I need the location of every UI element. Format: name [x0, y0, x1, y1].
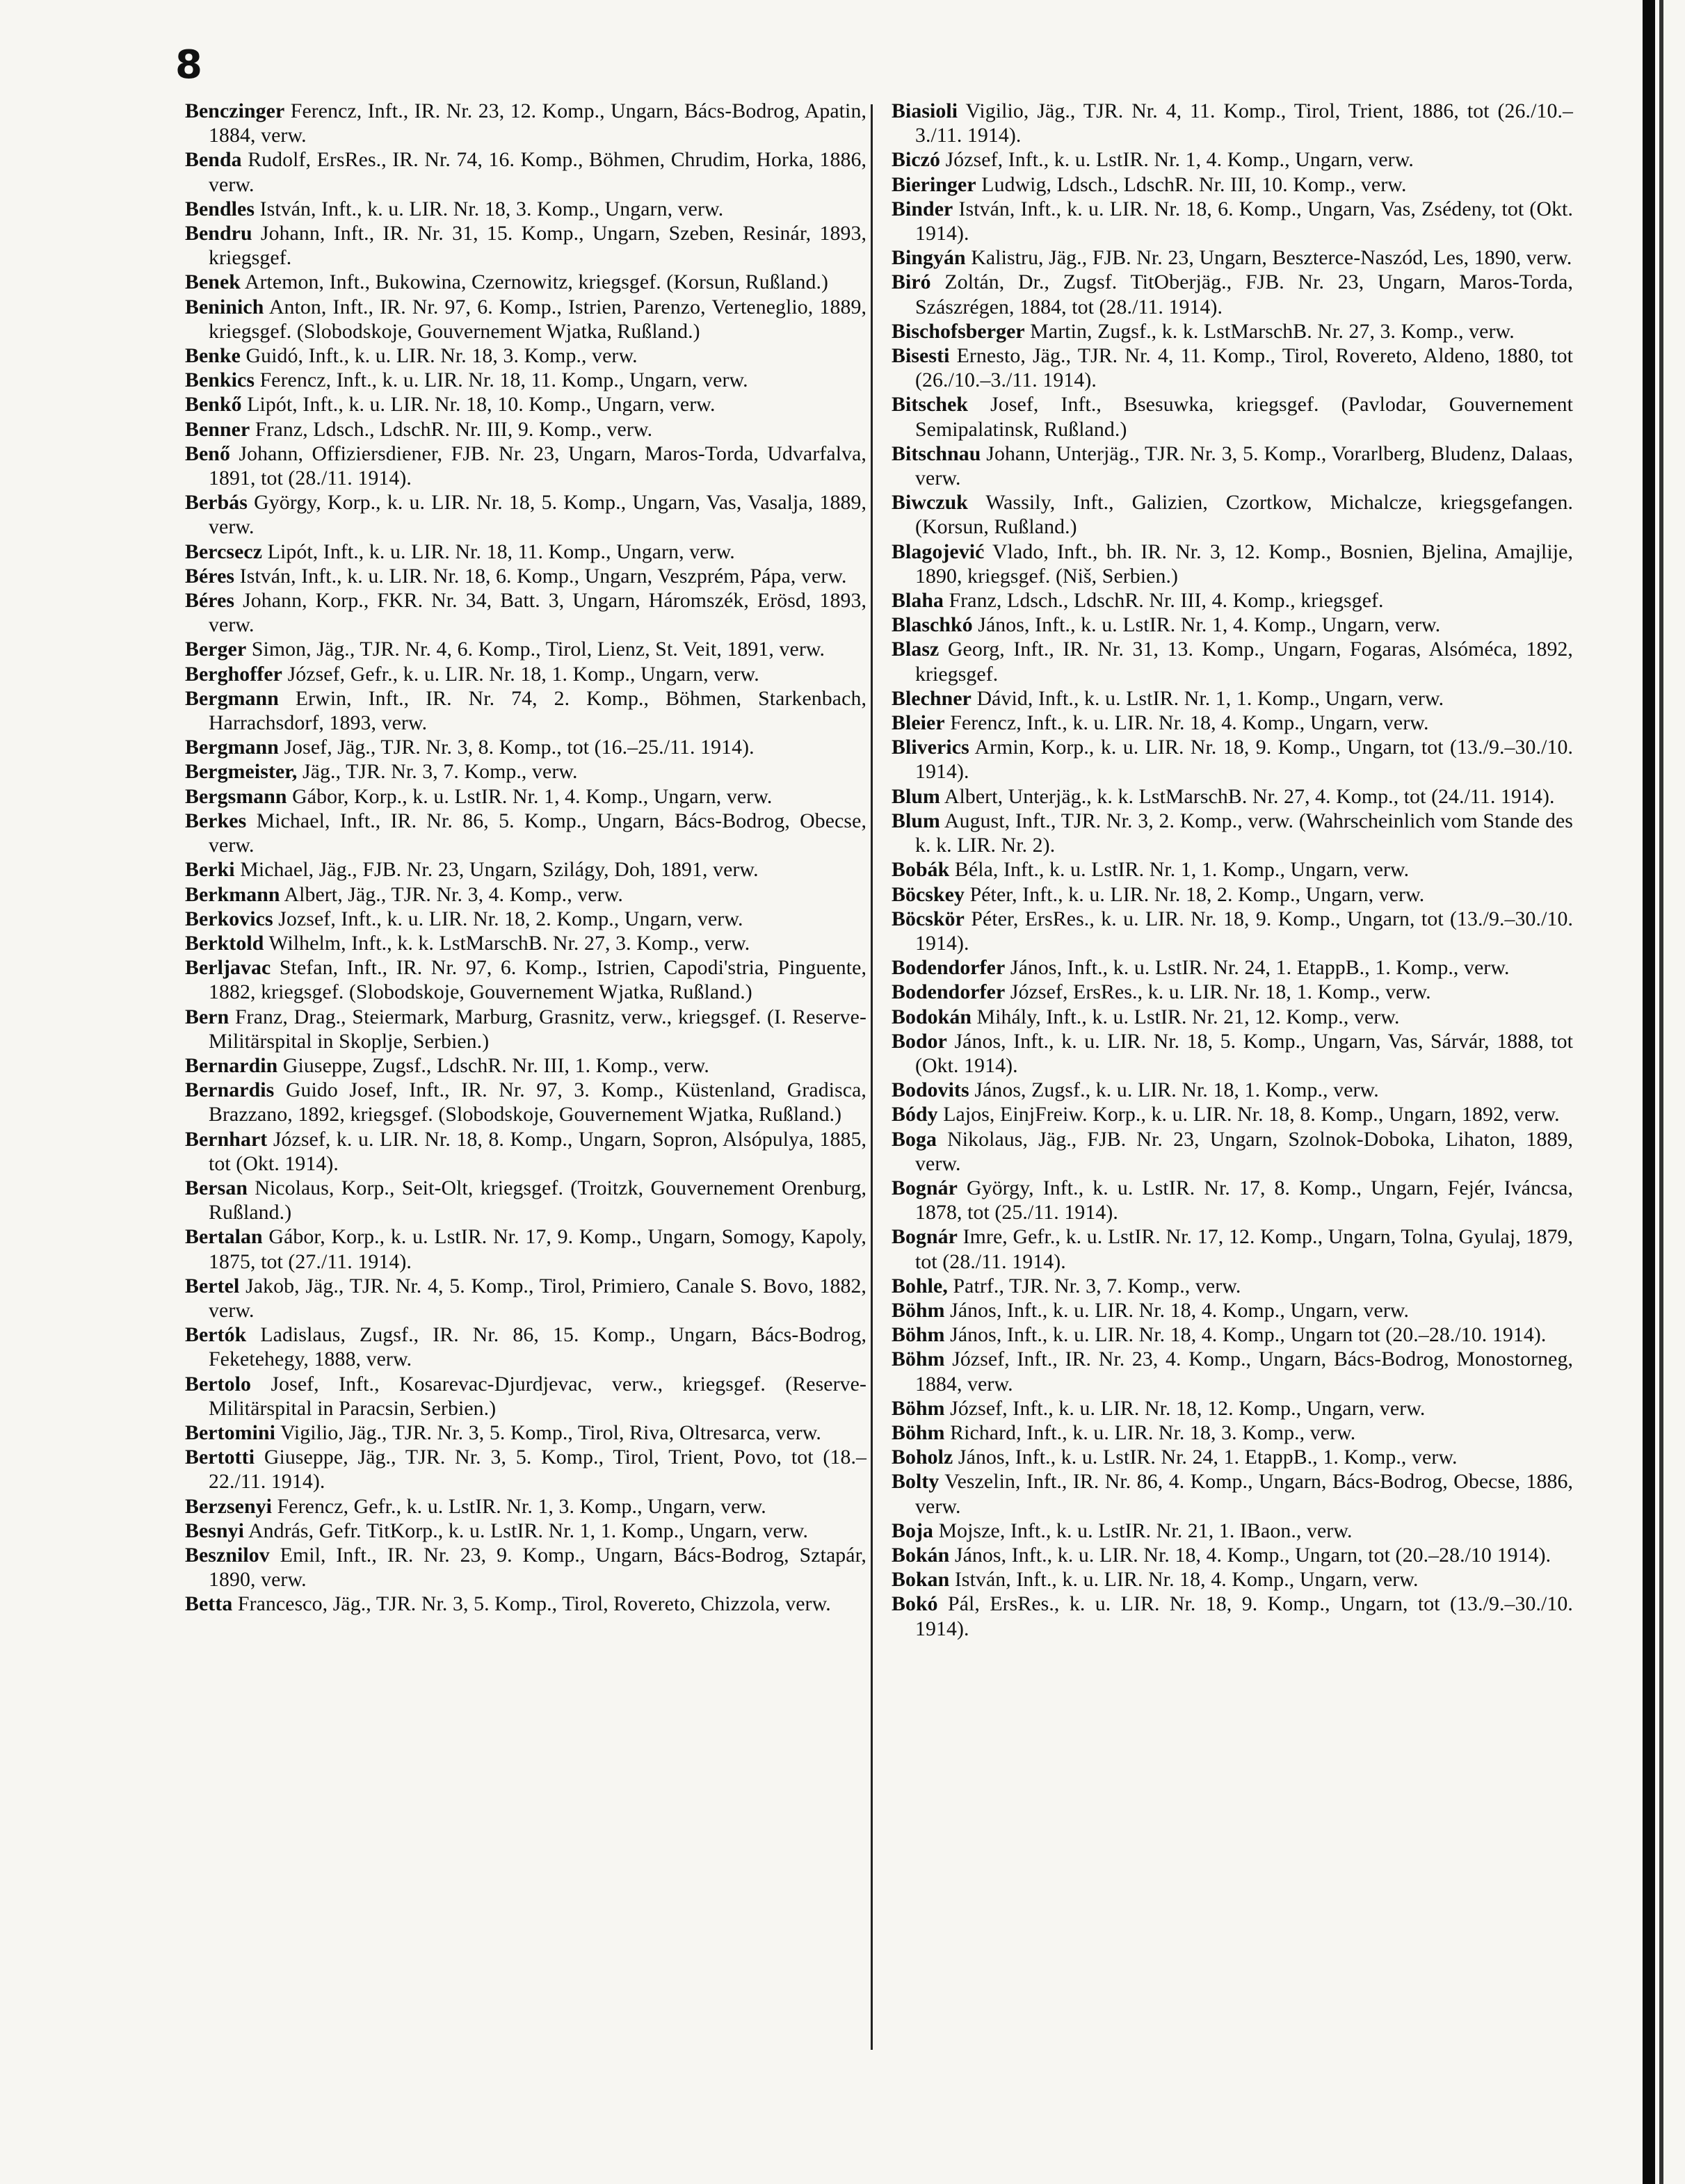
list-entry [892, 1322, 1573, 1347]
entry-surname: Bisesti [892, 344, 950, 368]
entry-details: Josef, Inft., Kosarevac-Djurdjevac, verw., kriegsgef. (Reserve-Militärspital in Paracsin, Serbien.) [209, 1372, 866, 1420]
list-entry [185, 221, 866, 270]
list-entry [185, 1494, 866, 1519]
entry-surname: Bognár [892, 1225, 958, 1249]
list-entry [892, 711, 1573, 735]
entry-details: Martin, Zugsf., k. k. LstMarschB. Nr. 27, 3. Komp., verw. [1030, 319, 1515, 343]
list-entry [185, 540, 866, 564]
entry-surname: Bokán [892, 1543, 950, 1567]
entry-details: Anton, Inft., IR. Nr. 97, 6. Komp., Istrien, Parenzo, Verteneglio, 1889, kriegsgef. (Slobodskoje, Gouvernement Wjatka, Rußland.) [209, 295, 866, 343]
list-entry [892, 1592, 1573, 1640]
entry-surname: Béres [185, 589, 235, 613]
entry-details: András, Gefr. TitKorp., k. u. LstIR. Nr. 1, 1. Komp., Ungarn, verw. [248, 1519, 809, 1542]
entry-surname: Benkő [185, 393, 242, 416]
list-entry [185, 1543, 866, 1592]
entry-surname: Berzsenyi [185, 1494, 273, 1518]
entry-details: József, Inft., IR. Nr. 23, 4. Komp., Ungarn, Bács-Bodrog, Monostorneg, 1884, verw. [915, 1348, 1573, 1396]
entry-details: József, Inft., k. u. LstIR. Nr. 1, 4. Komp., Ungarn, verw. [945, 148, 1414, 172]
entry-surname: Bobák [892, 858, 950, 882]
entry-details: Erwin, Inft., IR. Nr. 74, 2. Komp., Böhmen, Starkenbach, Harrachsdorf, 1893, verw. [209, 686, 866, 735]
entry-surname: Benek [185, 270, 241, 294]
entry-details: Vlado, Inft., bh. IR. Nr. 3, 12. Komp., Bosnien, Bjelina, Amajlije, 1890, kriegsgef. (Niš, Serbien.) [915, 540, 1574, 588]
entry-surname: Bodovits [892, 1078, 969, 1102]
entry-details: István, Inft., k. u. LIR. Nr. 18, 6. Komp., Ungarn, Vas, Zsédeny, tot (Okt. 1914). [915, 197, 1573, 245]
list-entry [185, 1519, 866, 1543]
list-entry [185, 1127, 866, 1176]
list-entry [892, 1567, 1573, 1592]
list-entry [892, 1102, 1573, 1126]
list-entry [185, 1176, 866, 1224]
list-entry [185, 1274, 866, 1322]
entry-surname: Béres [185, 564, 235, 588]
entry-details: Ferencz, Inft., k. u. LIR. Nr. 18, 11. Komp., Ungarn, verw. [259, 369, 748, 392]
list-entry [185, 588, 866, 637]
entry-surname: Bertel [185, 1274, 240, 1297]
entry-details: Kalistru, Jäg., FJB. Nr. 23, Ungarn, Beszterce-Naszód, Les, 1890, verw. [971, 246, 1572, 270]
entry-details: János, Inft., k. u. LIR. Nr. 18, 5. Komp., Ungarn, Vas, Sárvár, 1888, tot (Okt. 1914). [915, 1029, 1574, 1077]
entry-details: Veszelin, Inft., IR. Nr. 86, 4. Komp., Ungarn, Bács-Bodrog, Obecse, 1886, verw. [915, 1470, 1573, 1518]
list-entry [892, 980, 1573, 1004]
left-column [185, 99, 866, 1617]
list-entry [892, 197, 1573, 245]
entry-details: Richard, Inft., k. u. LIR. Nr. 18, 3. Komp., verw. [950, 1421, 1356, 1444]
scan-edge-bar [1643, 0, 1655, 2184]
list-entry [185, 417, 866, 442]
entry-surname: Boholz [892, 1446, 953, 1469]
list-entry [892, 809, 1573, 857]
entry-details: Franz, Drag., Steiermark, Marburg, Grasnitz, verw., kriegsgef. (I. Reserve-Militärspital in Skoplje, Serbien.) [209, 1005, 866, 1053]
list-entry [185, 442, 866, 490]
entry-details: Jakob, Jäg., TJR. Nr. 4, 5. Komp., Tirol, Primiero, Canale S. Bovo, 1882, verw. [209, 1274, 866, 1322]
list-entry [185, 1592, 866, 1616]
entry-details: Ladislaus, Zugsf., IR. Nr. 86, 15. Komp., Ungarn, Bács-Bodrog, Feketehegy, 1888, verw. [209, 1323, 866, 1371]
entry-surname: Bendru [185, 222, 252, 245]
entry-details: Johann, Unterjäg., TJR. Nr. 3, 5. Komp., Vorarlberg, Bludenz, Dalaas, verw. [915, 442, 1573, 490]
entry-surname: Blum [892, 784, 940, 808]
scan-edge-shadow [1659, 0, 1663, 2184]
list-entry [185, 931, 866, 955]
list-entry [185, 735, 866, 759]
list-entry [185, 1224, 866, 1273]
entry-details: Franz, Ldsch., LdschR. Nr. III, 4. Komp., kriegsgef. [949, 589, 1384, 613]
entry-details: Mihály, Inft., k. u. LstIR. Nr. 21, 12. Komp., verw. [976, 1005, 1400, 1028]
entry-surname: Besznilov [185, 1543, 270, 1567]
entry-surname: Berghoffer [185, 662, 282, 686]
list-entry [892, 784, 1573, 809]
page-number: 8 [175, 42, 202, 88]
entry-details: Georg, Inft., IR. Nr. 31, 13. Komp., Ungarn, Fogaras, Alsóméca, 1892, kriegsgef. [915, 638, 1573, 686]
entry-surname: Bergmeister, [185, 760, 298, 784]
list-entry [892, 907, 1573, 955]
entry-details: Guido Josef, Inft., IR. Nr. 97, 3. Komp., Küstenland, Gradisca, Brazzano, 1892, kriegsgef. (Slobodskoje, Gouvernement Wjatka, Rußland.) [209, 1078, 866, 1126]
entry-surname: Bliverics [892, 736, 969, 759]
entry-surname: Bodor [892, 1029, 947, 1053]
entry-surname: Bleier [892, 711, 945, 735]
entry-surname: Binder [892, 197, 953, 220]
entry-details: János, Inft., k. u. LIR. Nr. 18, 4. Komp., Ungarn tot (20.–28./10. 1914). [950, 1323, 1547, 1347]
entry-details: Vigilio, Jäg., TJR. Nr. 3, 5. Komp., Tirol, Riva, Oltresarca, verw. [280, 1421, 821, 1444]
list-entry [185, 564, 866, 588]
list-entry [185, 1005, 866, 1053]
entry-surname: Benő [185, 442, 230, 465]
entry-details: Johann, Korp., FKR. Nr. 34, Batt. 3, Ungarn, Háromszék, Erösd, 1893, verw. [209, 589, 866, 637]
entry-details: Artemon, Inft., Bukowina, Czernowitz, kriegsgef. (Korsun, Rußland.) [244, 270, 829, 294]
list-entry [892, 613, 1573, 637]
right-column [892, 99, 1573, 1641]
list-entry [892, 1347, 1573, 1396]
list-entry [185, 270, 866, 294]
entry-surname: Böhm [892, 1298, 945, 1322]
list-entry [185, 857, 866, 882]
entry-surname: Bitschnau [892, 442, 981, 465]
entry-details: Armin, Korp., k. u. LIR. Nr. 18, 9. Komp., Ungarn, tot (13./9.–30./10. 1914). [915, 736, 1573, 784]
entry-surname: Böcskör [892, 907, 965, 930]
entry-details: Zoltán, Dr., Zugsf. TitOberjäg., FJB. Nr. 23, Ungarn, Maros-Torda, Szászrégen, 1884, tot (28./11. 1914). [915, 270, 1573, 318]
entry-surname: Bernardin [185, 1053, 278, 1077]
entry-details: Nicolaus, Korp., Seit-Olt, kriegsgef. (Troitzk, Gouvernement Orenburg, Rußland.) [209, 1176, 866, 1224]
list-entry [892, 1469, 1573, 1518]
entry-surname: Blum [892, 809, 940, 832]
entry-details: Albert, Jäg., TJR. Nr. 3, 4. Komp., verw. [284, 882, 623, 906]
entry-details: Ferencz, Inft., IR. Nr. 23, 12. Komp., Ungarn, Bács-Bodrog, Apatin, 1884, verw. [209, 99, 866, 147]
list-entry [892, 147, 1573, 172]
entry-surname: Berki [185, 858, 235, 882]
list-entry [892, 1445, 1573, 1469]
list-entry [185, 686, 866, 735]
list-entry [185, 637, 866, 661]
entry-details: Patrf., TJR. Nr. 3, 7. Komp., verw. [953, 1274, 1241, 1297]
entry-details: János, Inft., k. u. LstIR. Nr. 1, 4. Komp., Ungarn, verw. [978, 613, 1441, 637]
entry-details: Pál, ErsRes., k. u. LIR. Nr. 18, 9. Komp., Ungarn, tot (13./9.–30./10. 1914). [915, 1592, 1573, 1640]
entry-surname: Besnyi [185, 1519, 245, 1542]
entry-surname: Bertotti [185, 1446, 255, 1469]
entry-surname: Bognár [892, 1176, 958, 1199]
entry-surname: Blagojević [892, 540, 985, 563]
entry-details: János, Inft., k. u. LIR. Nr. 18, 4. Komp., Ungarn, tot (20.–28./10 1914). [954, 1543, 1551, 1567]
entry-surname: Bertók [185, 1323, 247, 1347]
entry-details: Franz, Ldsch., LdschR. Nr. III, 9. Komp., verw. [255, 417, 653, 441]
list-entry [892, 490, 1573, 539]
list-entry [892, 588, 1573, 613]
list-entry [892, 1005, 1573, 1029]
list-entry [892, 1519, 1573, 1543]
entry-surname: Bernardis [185, 1078, 275, 1102]
entry-details: Simon, Jäg., TJR. Nr. 4, 6. Komp., Tirol, Lienz, St. Veit, 1891, verw. [251, 638, 825, 661]
list-entry [892, 1224, 1573, 1273]
entry-surname: Bern [185, 1005, 229, 1028]
entry-details: Emil, Inft., IR. Nr. 23, 9. Komp., Ungarn, Bács-Bodrog, Sztapár, 1890, verw. [209, 1543, 866, 1592]
entry-details: Francesco, Jäg., TJR. Nr. 3, 5. Komp., Tirol, Rovereto, Chizzola, verw. [237, 1592, 831, 1616]
list-entry [185, 882, 866, 907]
entry-details: Nikolaus, Jäg., FJB. Nr. 23, Ungarn, Szolnok-Doboka, Lihaton, 1889, verw. [915, 1127, 1573, 1175]
entry-details: József, ErsRes., k. u. LIR. Nr. 18, 1. Komp., verw. [1010, 980, 1431, 1004]
list-entry [892, 637, 1573, 686]
entry-surname: Blechner [892, 686, 972, 710]
list-entry [892, 540, 1573, 588]
entry-surname: Betta [185, 1592, 233, 1616]
entry-details: Jäg., TJR. Nr. 3, 7. Komp., verw. [303, 760, 578, 784]
list-entry [892, 1127, 1573, 1176]
list-entry [892, 686, 1573, 711]
entry-surname: Biasioli [892, 99, 958, 122]
column-divider [871, 104, 873, 2050]
list-entry [892, 1274, 1573, 1298]
entry-details: János, Zugsf., k. u. LIR. Nr. 18, 1. Komp., verw. [974, 1078, 1379, 1102]
entry-surname: Bokan [892, 1568, 950, 1592]
entry-surname: Bitschek [892, 393, 969, 416]
entry-surname: Bergsmann [185, 784, 287, 808]
entry-surname: Bokó [892, 1592, 938, 1616]
entry-details: József, Inft., k. u. LIR. Nr. 18, 12. Komp., Ungarn, verw. [950, 1396, 1426, 1420]
list-entry [892, 1543, 1573, 1567]
entry-details: Gábor, Korp., k. u. LstIR. Nr. 1, 4. Komp., Ungarn, verw. [292, 784, 773, 808]
list-entry [892, 1421, 1573, 1445]
entry-details: Ernesto, Jäg., TJR. Nr. 4, 11. Komp., Tirol, Rovereto, Aldeno, 1880, tot (26./10.–3./11. 1914). [915, 344, 1573, 392]
list-entry [185, 1445, 866, 1494]
entry-details: August, Inft., TJR. Nr. 3, 2. Komp., verw. (Wahrscheinlich vom Stande des k. k. LIR. Nr. 2). [915, 809, 1573, 857]
entry-surname: Biró [892, 270, 931, 294]
entry-details: Lipót, Inft., k. u. LIR. Nr. 18, 11. Komp., Ungarn, verw. [267, 540, 735, 563]
list-entry [185, 147, 866, 196]
list-entry [892, 1298, 1573, 1322]
entry-surname: Benda [185, 148, 242, 172]
entry-surname: Böhm [892, 1323, 945, 1347]
list-entry [892, 99, 1573, 147]
list-entry [185, 343, 866, 368]
entry-surname: Berkovics [185, 907, 273, 930]
entry-surname: Bingyán [892, 246, 966, 270]
entry-details: Vigilio, Jäg., TJR. Nr. 4, 11. Komp., Tirol, Trient, 1886, tot (26./10.–3./11. 1914). [915, 99, 1573, 147]
entry-details: Gábor, Korp., k. u. LstIR. Nr. 17, 9. Komp., Ungarn, Somogy, Kapoly, 1875, tot (27./11. 1914). [209, 1225, 866, 1273]
entry-details: Wassily, Inft., Galizien, Czortkow, Michalcze, kriegsgefangen. (Korsun, Rußland.) [915, 491, 1573, 539]
entry-surname: Biwczuk [892, 491, 968, 515]
entry-surname: Bergmann [185, 736, 279, 759]
list-entry [892, 245, 1573, 270]
entry-details: György, Inft., k. u. LstIR. Nr. 17, 8. Komp., Ungarn, Fejér, Iváncsa, 1878, tot (25./11. 1914). [915, 1176, 1573, 1224]
entry-surname: Bendles [185, 197, 255, 220]
entry-surname: Berktold [185, 931, 264, 955]
list-entry [185, 955, 866, 1004]
entry-details: Dávid, Inft., k. u. LstIR. Nr. 1, 1. Komp., Ungarn, verw. [976, 686, 1444, 710]
entry-surname: Böcskey [892, 882, 965, 906]
entry-details: József, k. u. LIR. Nr. 18, 8. Komp., Ungarn, Sopron, Alsópulya, 1885, tot (Okt. 1914). [209, 1127, 866, 1175]
entry-surname: Benkics [185, 369, 255, 392]
list-entry [892, 1176, 1573, 1224]
entry-surname: Beninich [185, 295, 264, 318]
list-entry [185, 759, 866, 784]
list-entry [892, 857, 1573, 882]
entry-surname: Bodendorfer [892, 956, 1006, 980]
entry-details: Lajos, EinjFreiw. Korp., k. u. LIR. Nr. 18, 8. Komp., Ungarn, 1892, verw. [943, 1103, 1560, 1126]
list-entry [185, 392, 866, 416]
list-entry [892, 343, 1573, 392]
entry-details: István, Inft., k. u. LIR. Nr. 18, 4. Komp., Ungarn, verw. [954, 1568, 1419, 1592]
entry-details: Ferencz, Gefr., k. u. LstIR. Nr. 1, 3. Komp., Ungarn, verw. [277, 1494, 766, 1518]
entry-surname: Berbás [185, 491, 248, 515]
entry-details: Lipót, Inft., k. u. LIR. Nr. 18, 10. Komp., Ungarn, verw. [247, 393, 716, 416]
list-entry [185, 99, 866, 147]
entry-details: Giuseppe, Jäg., TJR. Nr. 3, 5. Komp., Tirol, Trient, Povo, tot (18.–22./11. 1914). [209, 1446, 866, 1494]
list-entry [185, 295, 866, 343]
entry-surname: Blaschkó [892, 613, 973, 637]
list-entry [185, 907, 866, 931]
entry-surname: Böhm [892, 1348, 945, 1371]
list-entry [892, 270, 1573, 318]
entry-details: Péter, ErsRes., k. u. LIR. Nr. 18, 9. Komp., Ungarn, tot (13./9.–30./10. 1914). [915, 907, 1573, 955]
entry-details: Giuseppe, Zugsf., LdschR. Nr. III, 1. Komp., verw. [282, 1053, 709, 1077]
entry-surname: Berger [185, 638, 247, 661]
entry-details: Johann, Inft., IR. Nr. 31, 15. Komp., Ungarn, Szeben, Resinár, 1893, kriegsgef. [209, 222, 866, 270]
entry-surname: Bohle, [892, 1274, 948, 1297]
list-entry [185, 1053, 866, 1078]
entry-details: Josef, Inft., Bsesuwka, kriegsgef. (Pavlodar, Gouvernement Semipalatinsk, Rußland.) [915, 393, 1573, 441]
list-entry [185, 490, 866, 539]
entry-surname: Biczó [892, 148, 941, 172]
entry-surname: Bertomini [185, 1421, 275, 1444]
list-entry [185, 368, 866, 392]
entry-surname: Benke [185, 344, 241, 368]
entry-surname: Bolty [892, 1470, 940, 1494]
entry-surname: Blaha [892, 589, 944, 613]
entry-surname: Blasz [892, 638, 940, 661]
list-entry [185, 1421, 866, 1445]
entry-details: István, Inft., k. u. LIR. Nr. 18, 6. Komp., Ungarn, Veszprém, Pápa, verw. [239, 564, 847, 588]
entry-details: Michael, Inft., IR. Nr. 86, 5. Komp., Ungarn, Bács-Bodrog, Obecse, verw. [209, 809, 866, 857]
entry-details: Imre, Gefr., k. u. LstIR. Nr. 17, 12. Komp., Ungarn, Tolna, Gyulaj, 1879, tot (28./11. 1914). [915, 1225, 1573, 1273]
list-entry [185, 1322, 866, 1371]
entry-details: Johann, Offiziersdiener, FJB. Nr. 23, Ungarn, Maros-Torda, Udvarfalva, 1891, tot (28./11. 1914). [209, 442, 866, 490]
entry-details: Mojsze, Inft., k. u. LstIR. Nr. 21, 1. IBaon., verw. [938, 1519, 1353, 1542]
list-entry [892, 735, 1573, 784]
entry-surname: Bodendorfer [892, 980, 1006, 1004]
entry-surname: Benner [185, 417, 250, 441]
entry-surname: Bieringer [892, 172, 976, 196]
list-entry [185, 809, 866, 857]
entry-surname: Benczinger [185, 99, 285, 122]
entry-surname: Bodokán [892, 1005, 972, 1028]
entry-surname: Berljavac [185, 956, 271, 980]
entry-surname: Bergmann [185, 686, 279, 710]
list-entry [892, 392, 1573, 441]
entry-surname: Bersan [185, 1176, 248, 1199]
list-entry [892, 1029, 1573, 1078]
list-entry [892, 319, 1573, 343]
entry-details: Michael, Jäg., FJB. Nr. 23, Ungarn, Szilágy, Doh, 1891, verw. [240, 858, 759, 882]
list-entry [892, 955, 1573, 980]
entry-surname: Bercsecz [185, 540, 263, 563]
entry-details: György, Korp., k. u. LIR. Nr. 18, 5. Komp., Ungarn, Vas, Vasalja, 1889, verw. [209, 491, 866, 539]
entry-details: Ferencz, Inft., k. u. LIR. Nr. 18, 4. Komp., Ungarn, verw. [950, 711, 1429, 735]
entry-details: István, Inft., k. u. LIR. Nr. 18, 3. Komp., Ungarn, verw. [259, 197, 724, 220]
entry-surname: Boga [892, 1127, 937, 1151]
entry-surname: Bischofsberger [892, 319, 1025, 343]
entry-details: Béla, Inft., k. u. LstIR. Nr. 1, 1. Komp., Ungarn, verw. [954, 858, 1410, 882]
entry-details: Josef, Jäg., TJR. Nr. 3, 8. Komp., tot (16.–25./11. 1914). [284, 736, 755, 759]
list-entry [892, 172, 1573, 197]
entry-details: Stefan, Inft., IR. Nr. 97, 6. Komp., Istrien, Capodi'stria, Pinguente, 1882, kriegsgef. (Slobodskoje, Gouvernement Wjatka, Rußland.) [209, 956, 866, 1004]
entry-details: Guidó, Inft., k. u. LIR. Nr. 18, 3. Komp., verw. [245, 344, 638, 368]
list-entry [892, 442, 1573, 490]
entry-details: János, Inft., k. u. LIR. Nr. 18, 4. Komp., Ungarn, verw. [950, 1298, 1410, 1322]
entry-surname: Boja [892, 1519, 933, 1542]
entry-surname: Bertolo [185, 1372, 252, 1396]
entry-surname: Bertalan [185, 1225, 263, 1249]
list-entry [185, 1078, 866, 1126]
entry-surname: Bódy [892, 1103, 938, 1126]
list-entry [185, 662, 866, 686]
entry-surname: Böhm [892, 1421, 945, 1444]
entry-details: János, Inft., k. u. LstIR. Nr. 24, 1. EtappB., 1. Komp., verw. [1010, 956, 1510, 980]
entry-details: János, Inft., k. u. LstIR. Nr. 24, 1. EtappB., 1. Komp., verw. [958, 1446, 1458, 1469]
entry-surname: Böhm [892, 1396, 945, 1420]
entry-details: Albert, Unterjäg., k. k. LstMarschB. Nr. 27, 4. Komp., tot (24./11. 1914). [944, 784, 1555, 808]
entry-details: Jozsef, Inft., k. u. LIR. Nr. 18, 2. Komp., Ungarn, verw. [278, 907, 743, 930]
list-entry [892, 1078, 1573, 1102]
entry-details: József, Gefr., k. u. LIR. Nr. 18, 1. Komp., Ungarn, verw. [287, 662, 759, 686]
entry-details: Wilhelm, Inft., k. k. LstMarschB. Nr. 27, 3. Komp., verw. [268, 931, 750, 955]
entry-details: Ludwig, Ldsch., LdschR. Nr. III, 10. Komp., verw. [981, 172, 1407, 196]
list-entry [892, 882, 1573, 907]
entry-details: Rudolf, ErsRes., IR. Nr. 74, 16. Komp., Böhmen, Chrudim, Horka, 1886, verw. [209, 148, 866, 196]
entry-surname: Berkmann [185, 882, 280, 906]
list-entry [185, 784, 866, 809]
list-entry [185, 1372, 866, 1421]
entry-details: Péter, Inft., k. u. LIR. Nr. 18, 2. Komp., Ungarn, verw. [969, 882, 1425, 906]
list-entry [892, 1396, 1573, 1421]
entry-surname: Berkes [185, 809, 247, 832]
list-entry [185, 197, 866, 221]
entry-surname: Bernhart [185, 1127, 268, 1151]
